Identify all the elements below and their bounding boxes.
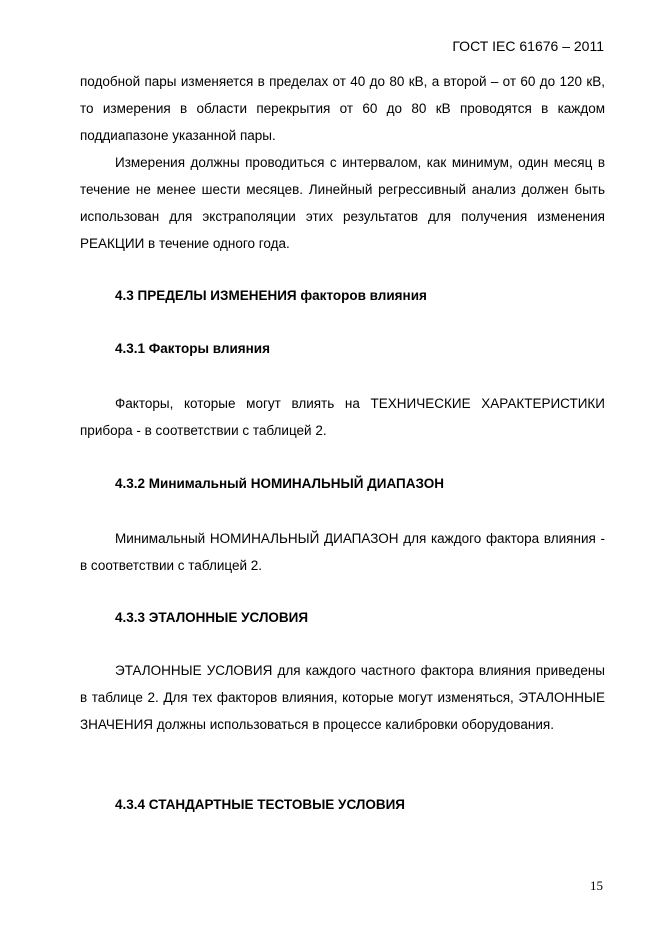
paragraph-measurement-interval: Измерения должны проводиться с интервалом, как минимум, один месяц в течение не менее шести месяцев. Линейный регрессивный анализ должен быть использован для экстраполяции этих результатов для получения изменения РЕАКЦИИ в течение одного года. xyxy=(80,155,605,251)
section-heading-4-3: 4.3 ПРЕДЕЛЫ ИЗМЕНЕНИЯ факторов влияния xyxy=(115,288,427,303)
paragraph-4-3-2: Минимальный НОМИНАЛЬНЫЙ ДИАПАЗОН для каждого фактора влияния - в соответствии с таблицей 2. xyxy=(80,531,605,573)
section-heading-4-3-2: 4.3.2 Минимальный НОМИНАЛЬНЫЙ ДИАПАЗОН xyxy=(115,476,445,491)
section-heading-4-3-4: 4.3.4 СТАНДАРТНЫЕ ТЕСТОВЫЕ УСЛОВИЯ xyxy=(115,797,405,812)
page-header-standard: ГОСТ IEC 61676 – 2011 xyxy=(452,38,604,54)
paragraph-4-3-3: ЭТАЛОННЫЕ УСЛОВИЯ для каждого частного фактора влияния приведены в таблице 2. Для тех факторов влияния, которые могут изменяться, ЭТАЛОННЫЕ ЗНАЧЕНИЯ должны использоваться в процессе калибровки оборудования. xyxy=(80,663,605,732)
paragraph-continuation: подобной пары изменяется в пределах от 40 до 80 кВ, а второй – от 60 до 120 кВ, то измерения в области перекрытия от 60 до 80 кВ проводятся в каждом поддиапазоне указанной пары. xyxy=(80,74,605,143)
paragraph-4-3-1: Факторы, которые могут влиять на ТЕХНИЧЕСКИЕ ХАРАКТЕРИСТИКИ прибора - в соответствии с таблицей 2. xyxy=(80,396,605,438)
page-number: 15 xyxy=(590,878,603,893)
section-heading-4-3-1: 4.3.1 Факторы влияния xyxy=(115,341,270,356)
section-heading-4-3-3: 4.3.3 ЭТАЛОННЫЕ УСЛОВИЯ xyxy=(115,610,309,625)
